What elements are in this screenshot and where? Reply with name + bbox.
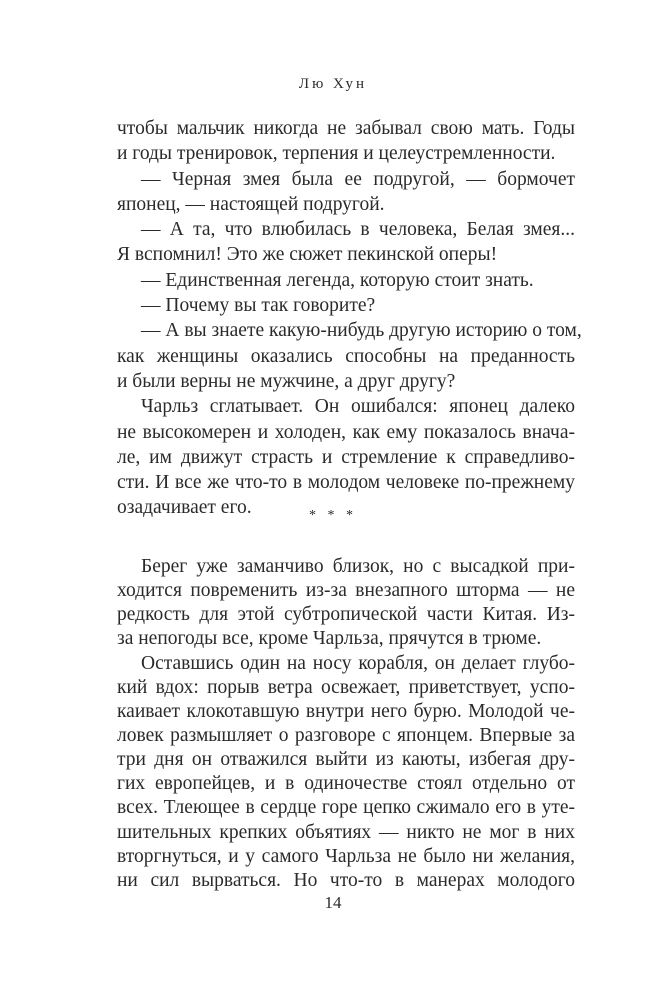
text-line: гих европейцев, и в одиночестве стоял отдельно от [117,773,575,795]
text-line: редкость для этой субтропической части Китая. Из- [117,604,575,626]
text-line: и были верны не мужчине, а друг другу? [117,370,456,392]
running-header-author: Лю Хун [298,76,368,92]
text-line: три дня он отважился выйти из каюты, избегая дру- [117,749,575,771]
section-separator: * * * [309,508,357,523]
text-line: ловек размышляет о разговоре с японцем. Впервые за [117,724,575,746]
text-line: каивает клокотавшую внутри него бурю. Молодой че- [117,700,575,722]
text-line: озадачивает его. [117,497,252,519]
text-line: сти. И все же что-то в молодом человеке по-прежнему [117,472,575,494]
text-line: кий вдох: порыв ветра освежает, приветствует, успо- [117,676,575,698]
text-line: за непогоды все, кроме Чарльза, прячутся в трюме. [117,628,542,650]
page-number: 14 [324,893,342,912]
text-line: чтобы мальчик никогда не забывал свою мать. Годы [117,118,575,139]
text-line: ле, им движут страсть и стремление к справедливо- [117,446,575,468]
text-line: шительных крепких объятиях — никто не мог в них [117,821,575,843]
text-line: — А та, что влюбилась в человека, Белая змея... [141,219,575,241]
text-line: японец, — настоящей подругой. [117,193,385,215]
text-line: ходится повременить из-за внезапного шторма — не [117,580,575,602]
text-line: как женщины оказались способны на преданность [117,345,575,367]
text-block-dialogue [117,116,582,521]
text-block-narrative [117,555,575,893]
text-line: вторгнуться, и у самого Чарльза не было ни желания, [117,845,575,867]
text-line: — Черная змея была ее подругой, — бормочет [141,168,575,190]
text-line: ни сил вырваться. Но что-то в манерах молодого [117,869,575,891]
text-line: Я вспомнил! Это же сюжет пекинской оперы! [117,244,498,266]
text-line: — А вы знаете какую-нибудь другую историю о том, [141,320,582,342]
text-line: Оставшись один на носу корабля, он делает глубо- [141,652,575,674]
text-line: Берег уже заманчиво близок, но с высадкой при- [141,556,575,577]
text-line: — Почему вы так говорите? [141,295,376,317]
text-line: и годы тренировок, терпения и целеустремленности. [117,143,556,165]
text-line: не высокомерен и холоден, как ему показалось внача- [117,421,575,443]
text-line: всех. Тлеющее в сердце горе цепко сжимало его в уте- [117,797,575,819]
text-line: — Единственная легенда, которую стоит знать. [141,269,534,291]
text-line: Чарльз сглатывает. Он ошибался: японец далеко [141,396,575,418]
